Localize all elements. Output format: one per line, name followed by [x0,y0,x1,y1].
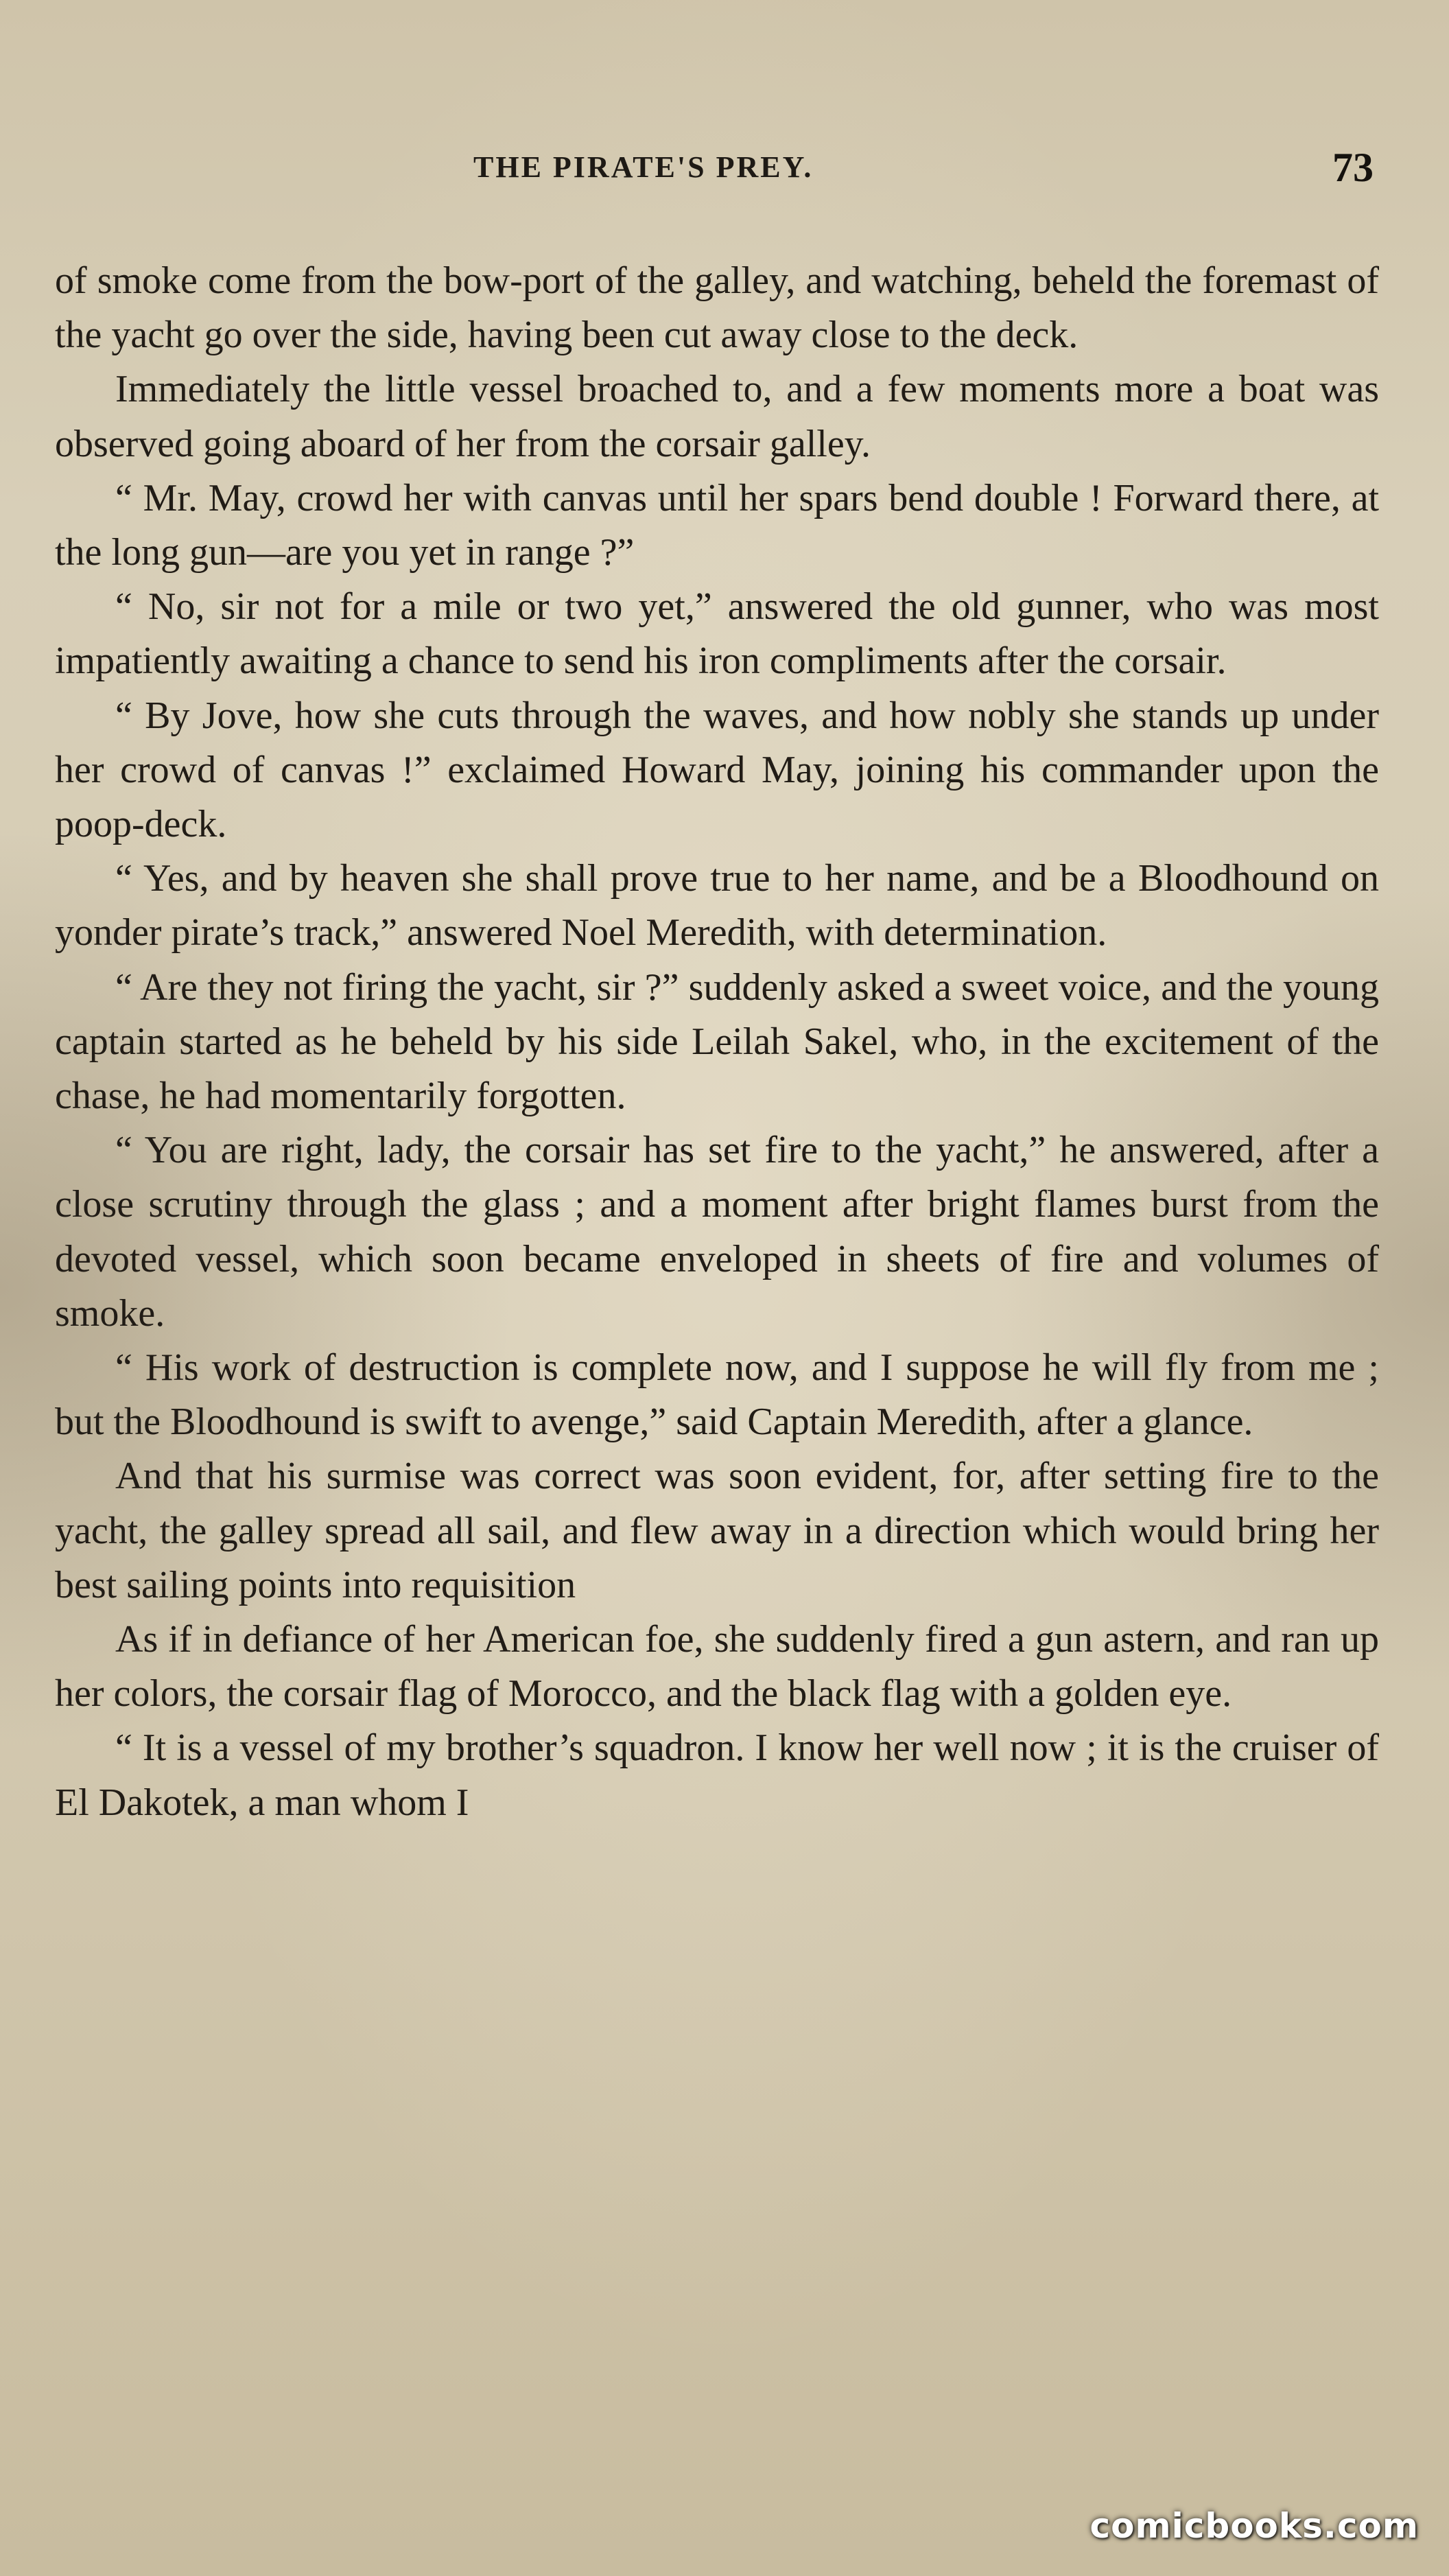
running-title: THE PIRATE'S PREY. [473,150,814,184]
paragraph-12: “ It is a vessel of my brother’s squadron. I know her well now ; it is the cruiser of El Dakotek, a man whom I [55,1726,1379,1824]
paragraph-9: “ His work of destruction is complete now, and I suppose he will fly from me ; but the Bloodhound is swift to avenge,” said Captain Meredith, after a glance. [55,1346,1379,1444]
paragraph-11: As if in defiance of her American foe, she suddenly fired a gun astern, and ran up her colors, the corsair flag of Morocco, and the black flag with a golden eye. [55,1618,1379,1716]
paragraph-10: And that his surmise was correct was soon evident, for, after setting fire to the yacht, the galley spread all sail, and flew away in a direction which would bring her best sailing points into requisition [55,1455,1379,1606]
paragraph-2: Immediately the little vessel broached to, and a few moments more a boat was observed going aboard of her from the corsair galley. [55,368,1379,465]
running-head [0,144,1449,192]
body-text [55,254,1379,1830]
paragraph-8: “ You are right, lady, the corsair has set fire to the yacht,” he answered, after a close scrutiny through the glass ; and a moment after bright flames burst from the devoted vessel, which soon became enveloped in sheets of fire and volumes of smoke. [55,1129,1379,1335]
paragraph-3: “ Mr. May, crowd her with canvas until her spars bend double ! Forward there, at the long gun—are you yet in range ?” [55,476,1379,574]
paragraph-6: “ Yes, and by heaven she shall prove true to her name, and be a Bloodhound on yonder pirate’s track,” answered Noel Meredith, with determination. [55,857,1379,955]
paragraph-4: “ No, sir not for a mile or two yet,” answered the old gunner, who was most impatiently awaiting a chance to send his iron compliments after the corsair. [55,585,1379,683]
watermark: comicbooks.com [1089,2506,1419,2546]
paragraph-5: “ By Jove, how she cuts through the waves, and how nobly she stands up under her crowd of canvas !” exclaimed Howard May, joining his commander upon the poop-deck. [55,694,1379,846]
paragraph-1: of smoke come from the bow-port of the galley, and watching, beheld the foremast of the yacht go over the side, having been cut away close to the deck. [55,259,1379,357]
paragraph-7: “ Are they not firing the yacht, sir ?” suddenly asked a sweet voice, and the young captain started as he beheld by his side Leilah Sakel, who, in the excitement of the chase, he had momentarily forgotten. [55,965,1379,1118]
page-number: 73 [1332,145,1374,190]
